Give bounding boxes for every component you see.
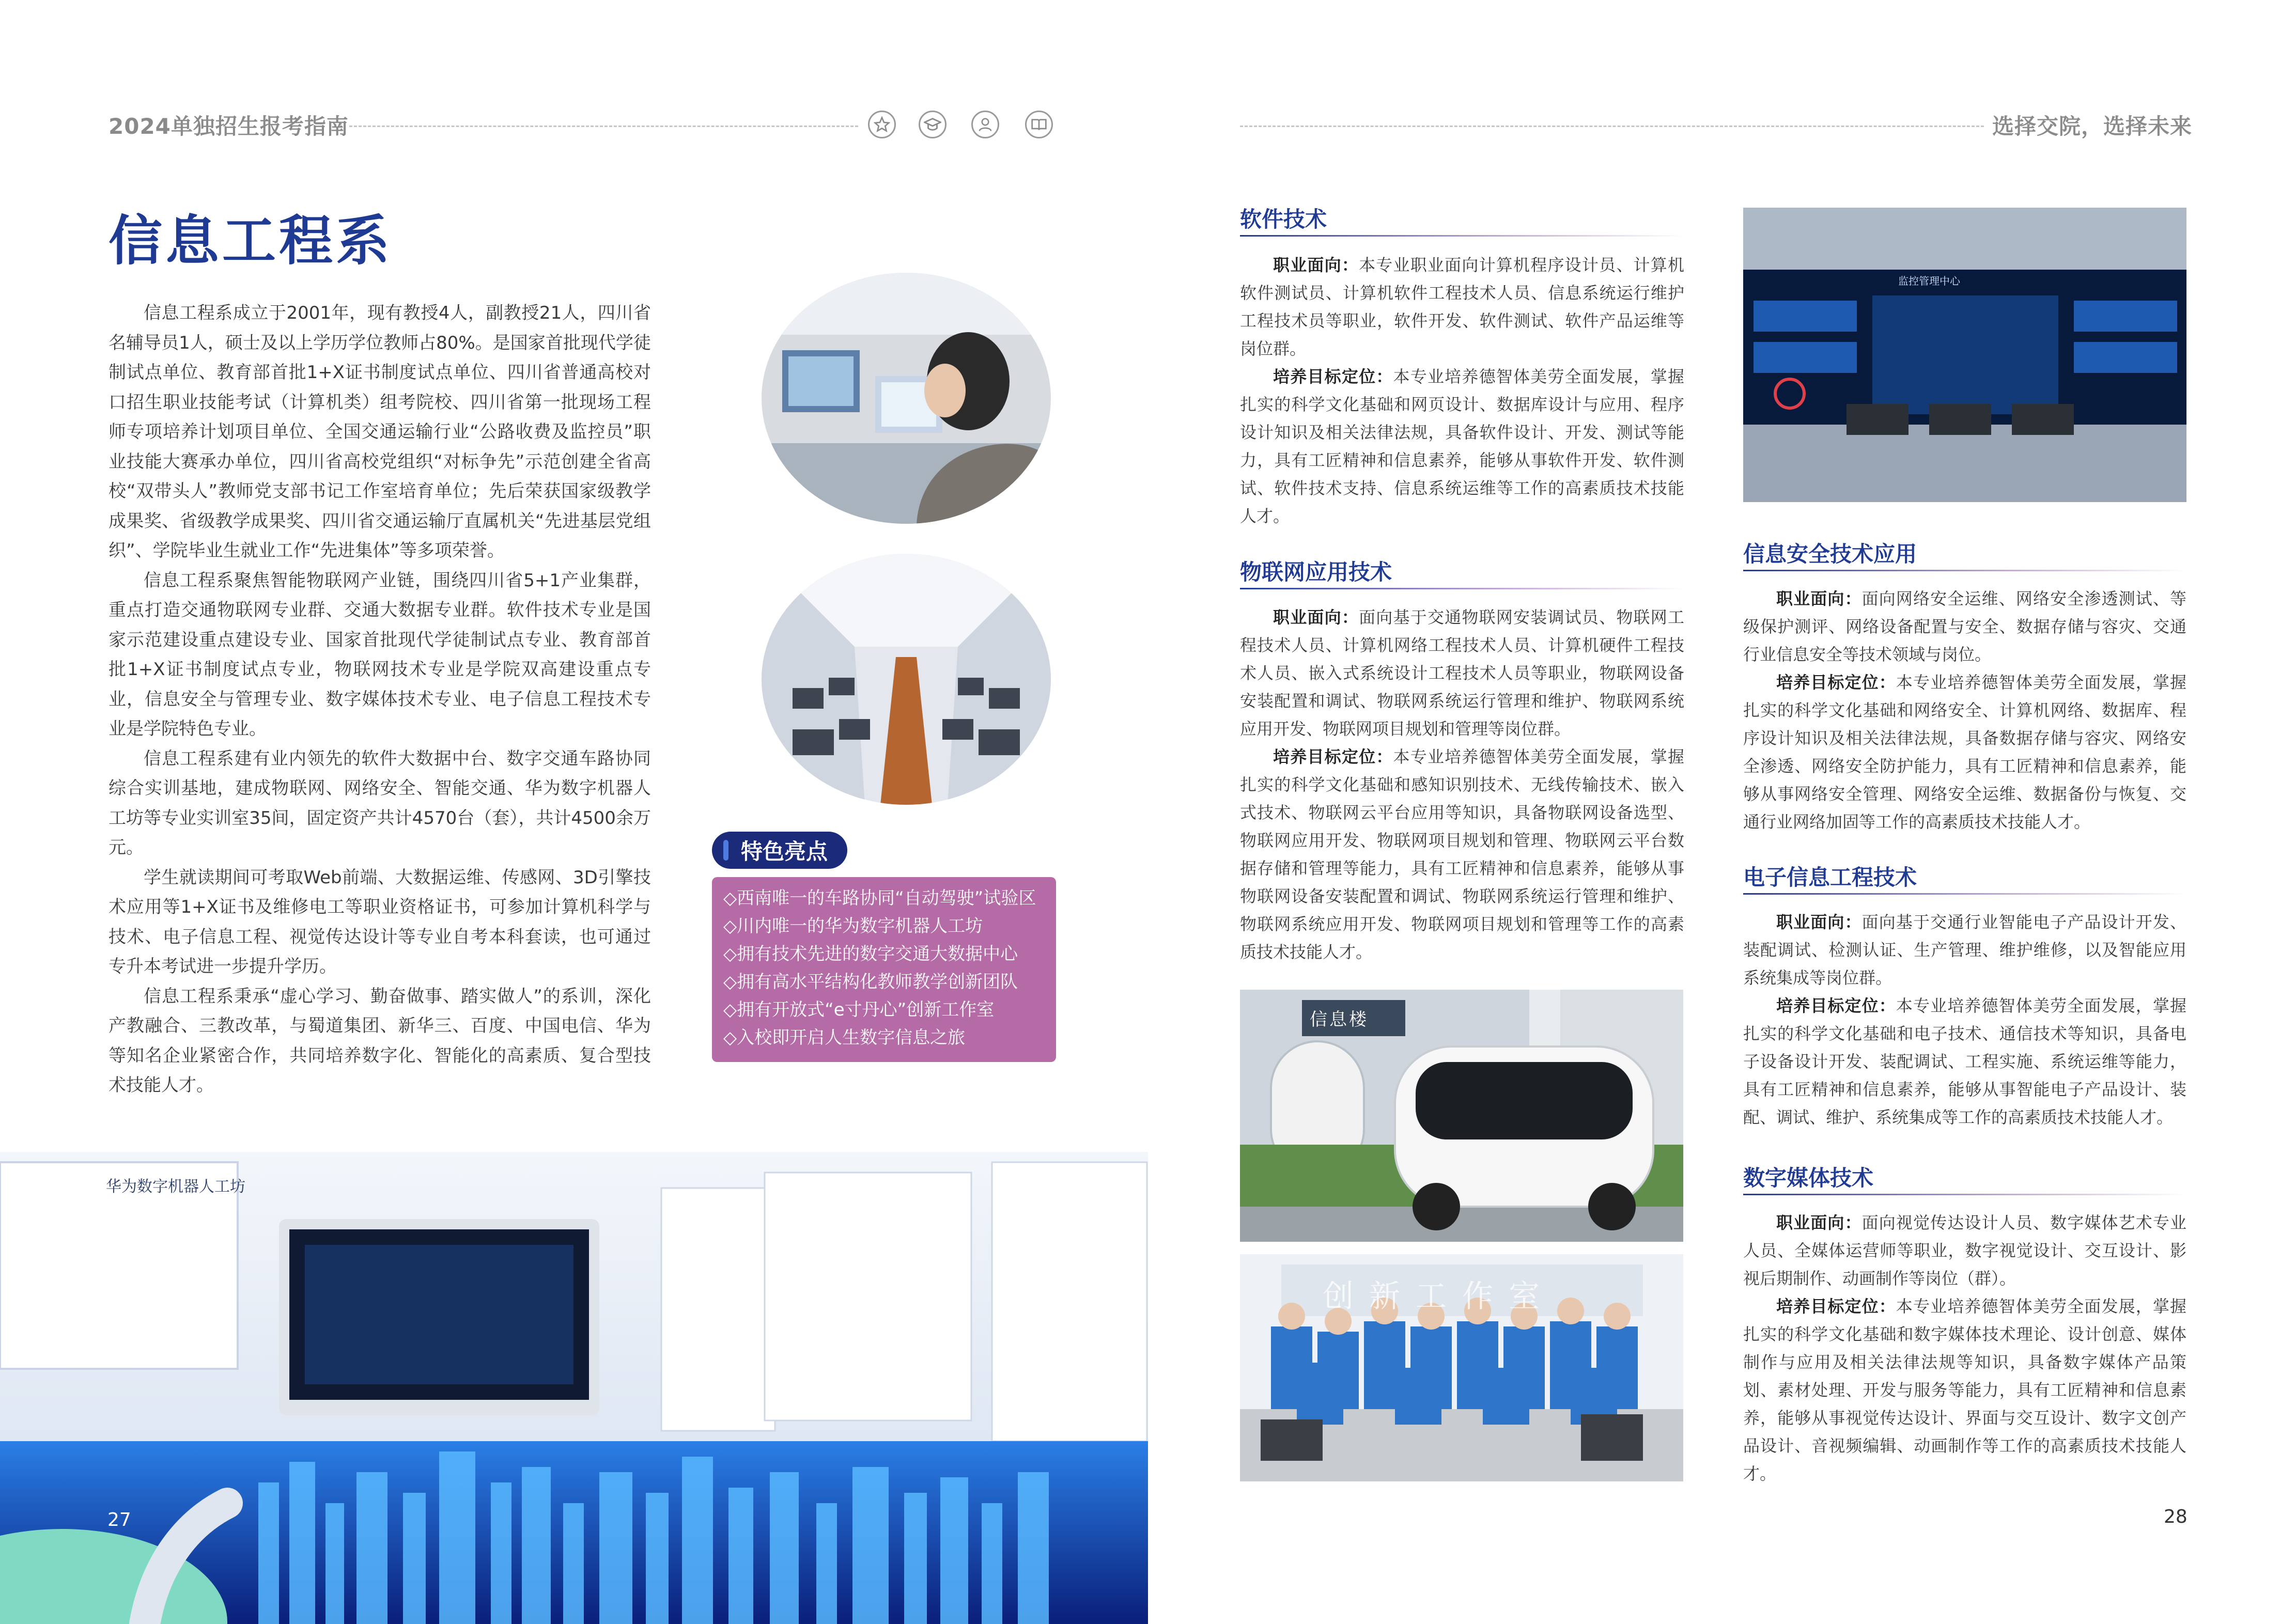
career-label: 职业面向： bbox=[1273, 607, 1359, 627]
major-title-digital-media: 数字媒体技术 bbox=[1743, 1165, 1874, 1191]
major-title-rule bbox=[1743, 893, 2186, 895]
major-desc-software bbox=[1240, 251, 1684, 530]
intro-paragraph: 学生就读期间可考取Web前端、大数据运维、传感网、3D引擎技术应用等1+X证书及维修电工等职业资格证书，可参加计算机科学与技术、电子信息工程、视觉传达设计等专业自考本科套读，也可通过专升本考试进一步提升学历。 bbox=[108, 867, 651, 977]
major-desc-digital-media bbox=[1743, 1209, 2186, 1488]
goal-text: 本专业培养德智体美劳全面发展，掌握扎实的科学文化基础和感知识别技术、无线传输技术、嵌入式技术、物联网云平台应用等知识，具备物联网设备选型、物联网应用开发、物联网项目规划和管理、物联网云平台数据存储和管理等能力，具有工匠精神和信息素养，能够从事物联网设备安装配置和调试、物联网系统运行管理和维护、物联网系统应用开发、物联网项目规划和管理等工作的高素质技术技能人才。 bbox=[1240, 747, 1684, 962]
career-label: 职业面向： bbox=[1776, 589, 1862, 608]
major-title-rule bbox=[1743, 570, 2186, 571]
building-sign: 信息楼 bbox=[1310, 1009, 1369, 1030]
career-text: 面向基于交通行业智能电子产品设计开发、装配调试、检测认证、生产管理、维护维修，以及智能应用系统集成等岗位群。 bbox=[1743, 912, 2186, 988]
intro-paragraph: 信息工程系成立于2001年，现有教授4人，副教授21人，四川省名辅导员1人，硕士及以上学历学位教师占80%。是国家首批现代学徒制试点单位、教育部首批1+X证书制度试点单位、四川省普通高校对口招生职业技能考试（计算机类）组考院校、四川省第一批现场工程师专项培养计划项目单位、全国交通运输行业“公路收费及监控员”职业技能大赛承办单位，四川省高校党组织“对标争先”示范创建全省高校“双带头人”教师党支部书记工作室培育单位；先后荣获国家级教学成果奖、省级教学成果奖、四川省交通运输厅直属机关“先进基层党组织”、学院毕业生就业工作“先进集体”等多项荣誉。 bbox=[108, 303, 651, 561]
goal-text: 本专业培养德智体美劳全面发展，掌握扎实的科学文化基础和网页设计、数据库设计与应用、程序设计知识及相关法律法规，具备软件设计、开发、测试等能力，具有工匠精神和信息素养，能够从事软件开发、软件测试、软件技术支持、信息系统运维等工作的高素质技术技能人才。 bbox=[1240, 367, 1684, 526]
career-text: 面向视觉传达设计人员、数字媒体艺术专业人员、全媒体运营师等职业，数字视觉设计、交互设计、影视后期制作、动画制作等岗位（群）。 bbox=[1743, 1213, 2186, 1288]
header-divider-left bbox=[349, 126, 858, 127]
studio-sign: 创新工作室 bbox=[1323, 1278, 1555, 1315]
major-desc-iot bbox=[1240, 603, 1684, 966]
career-label: 职业面向： bbox=[1776, 1213, 1862, 1232]
intro-paragraph: 信息工程系聚焦智能物联网产业链，围绕四川省5+1产业集群，重点打造交通物联网专业群、交通大数据专业群。软件技术专业是国家示范建设重点建设专业、国家首批现代学徒制试点专业、教育部首批1+X证书制度试点专业，物联网技术专业是学院双高建设重点专业，信息安全与管理专业、数字媒体技术专业、电子信息工程技术专业是学院特色专业。 bbox=[108, 570, 651, 739]
major-title-electronics: 电子信息工程技术 bbox=[1743, 865, 1917, 890]
highlight-item: ◇拥有技术先进的数字交通大数据中心 bbox=[723, 944, 1018, 964]
highlights-tag-label: 特色亮点 bbox=[741, 839, 828, 864]
goal-text: 本专业培养德智体美劳全面发展，掌握扎实的科学文化基础和网络安全、计算机网络、数据库、程序设计知识及相关法律法规，具备数据存储与容灾、网络安全渗透、网络安全防护能力，具有工匠精神和信息素养，能够从事网络安全管理、网络安全运维、数据备份与恢复、交通行业网络加固等工作的高素质技术技能人才。 bbox=[1743, 673, 2186, 832]
star-icon bbox=[868, 111, 896, 138]
dashboard-title: 监控管理中心 bbox=[1898, 275, 1960, 287]
highlight-item: ◇西南唯一的车路协同“自动驾驶”试验区 bbox=[723, 888, 1036, 909]
career-label: 职业面向： bbox=[1273, 255, 1359, 275]
major-title-rule bbox=[1743, 1194, 2186, 1195]
page-number-left: 27 bbox=[107, 1509, 131, 1531]
major-title-software: 软件技术 bbox=[1240, 207, 1327, 232]
career-label: 职业面向： bbox=[1776, 912, 1862, 932]
header-divider-right bbox=[1240, 126, 1984, 127]
goal-label: 培养目标定位： bbox=[1273, 367, 1393, 386]
monitoring-center-photo bbox=[1743, 208, 2186, 502]
highlight-item: ◇拥有开放式“e寸丹心”创新工作室 bbox=[723, 1000, 995, 1020]
page-number-right: 28 bbox=[2164, 1506, 2188, 1527]
department-title: 信息工程系 bbox=[108, 209, 393, 272]
major-title-iot: 物联网应用技术 bbox=[1240, 559, 1392, 585]
highlight-item: ◇入校即开启人生数字信息之旅 bbox=[723, 1027, 966, 1048]
intro-paragraph: 信息工程系建有业内领先的软件大数据中台、数字交通车路协同综合实训基地，建成物联网、网络安全、智能交通、华为数字机器人工坊等专业实训室35间，固定资产共计4570台（套），共计4500余万元。 bbox=[108, 748, 651, 858]
major-title-rule bbox=[1240, 235, 1684, 237]
goal-label: 培养目标定位： bbox=[1776, 1297, 1896, 1316]
tag-accent-bar bbox=[723, 840, 728, 861]
slogan: 选择交院，选择未来 bbox=[1992, 114, 2193, 139]
intro-paragraph: 信息工程系秉承“虚心学习、勤奋做事、踏实做人”的系训，深化产教融合、三教改革，与蜀道集团、新华三、百度、中国电信、华为等知名企业紧密合作，共同培养数字化、智能化的高素质、复合型技术技能人才。 bbox=[108, 986, 651, 1096]
highlight-item: ◇拥有高水平结构化教师教学创新团队 bbox=[723, 972, 1018, 992]
autonomous-bus-photo bbox=[1240, 990, 1683, 1242]
book-icon bbox=[1025, 111, 1053, 138]
career-text: 面向网络安全运维、网络安全渗透测试、等级保护测评、网络设备配置与安全、数据存储与容灾、交通行业信息安全等技术领域与岗位。 bbox=[1743, 589, 2186, 664]
graduation-cap-icon bbox=[919, 111, 947, 138]
goal-label: 培养目标定位： bbox=[1776, 673, 1896, 692]
workshop-caption: 华为数字机器人工坊 bbox=[106, 1178, 245, 1196]
user-icon bbox=[971, 111, 999, 138]
computer-classroom-photo bbox=[762, 554, 1051, 805]
guide-title: 2024单独招生报考指南 bbox=[108, 114, 349, 139]
major-title-rule bbox=[1240, 588, 1684, 589]
goal-text: 本专业培养德智体美劳全面发展，掌握扎实的科学文化基础和数字媒体技术理论、设计创意、媒体制作与应用及相关法律法规等知识，具备数字媒体产品策划、素材处理、开发与服务等能力，具有工匠精神和信息素养，能够从事视觉传达设计、界面与交互设计、数字文创产品设计、音视频编辑、动画制作等工作的高素质技术技能人才。 bbox=[1743, 1297, 2186, 1484]
highlights-box bbox=[712, 877, 1056, 1062]
highlights-tag bbox=[712, 832, 847, 869]
major-title-security: 信息安全技术应用 bbox=[1743, 541, 1917, 567]
goal-label: 培养目标定位： bbox=[1273, 747, 1393, 767]
career-text: 本专业职业面向计算机程序设计员、计算机软件测试员、计算机软件工程技术人员、信息系统运行维护工程技术员等职业，软件开发、软件测试、软件产品运维等岗位群。 bbox=[1240, 255, 1684, 358]
major-desc-security bbox=[1743, 585, 2186, 836]
goal-text: 本专业培养德智体美劳全面发展，掌握扎实的科学文化基础和电子技术、通信技术等知识，具备电子设备设计开发、装配调试、工程实施、系统运维等能力，具有工匠精神和信息素养，能够从事智能电子产品设计、装配、调试、维护、系统集成等工作的高素质技术技能人才。 bbox=[1743, 996, 2186, 1127]
innovation-studio-photo bbox=[1240, 1254, 1683, 1481]
students-lab-photo bbox=[762, 273, 1051, 524]
career-text: 面向基于交通物联网安装调试员、物联网工程技术人员、计算机网络工程技术人员、计算机硬件工程技术人员、嵌入式系统设计工程技术人员等职业，物联网设备安装配置和调试、物联网系统运行管理和维护、物联网系统应用开发、物联网项目规划和管理等岗位群。 bbox=[1240, 607, 1684, 739]
highlight-item: ◇川内唯一的华为数字机器人工坊 bbox=[723, 916, 983, 936]
goal-label: 培养目标定位： bbox=[1776, 996, 1896, 1016]
department-intro bbox=[108, 299, 651, 1101]
major-desc-electronics bbox=[1743, 908, 2186, 1131]
